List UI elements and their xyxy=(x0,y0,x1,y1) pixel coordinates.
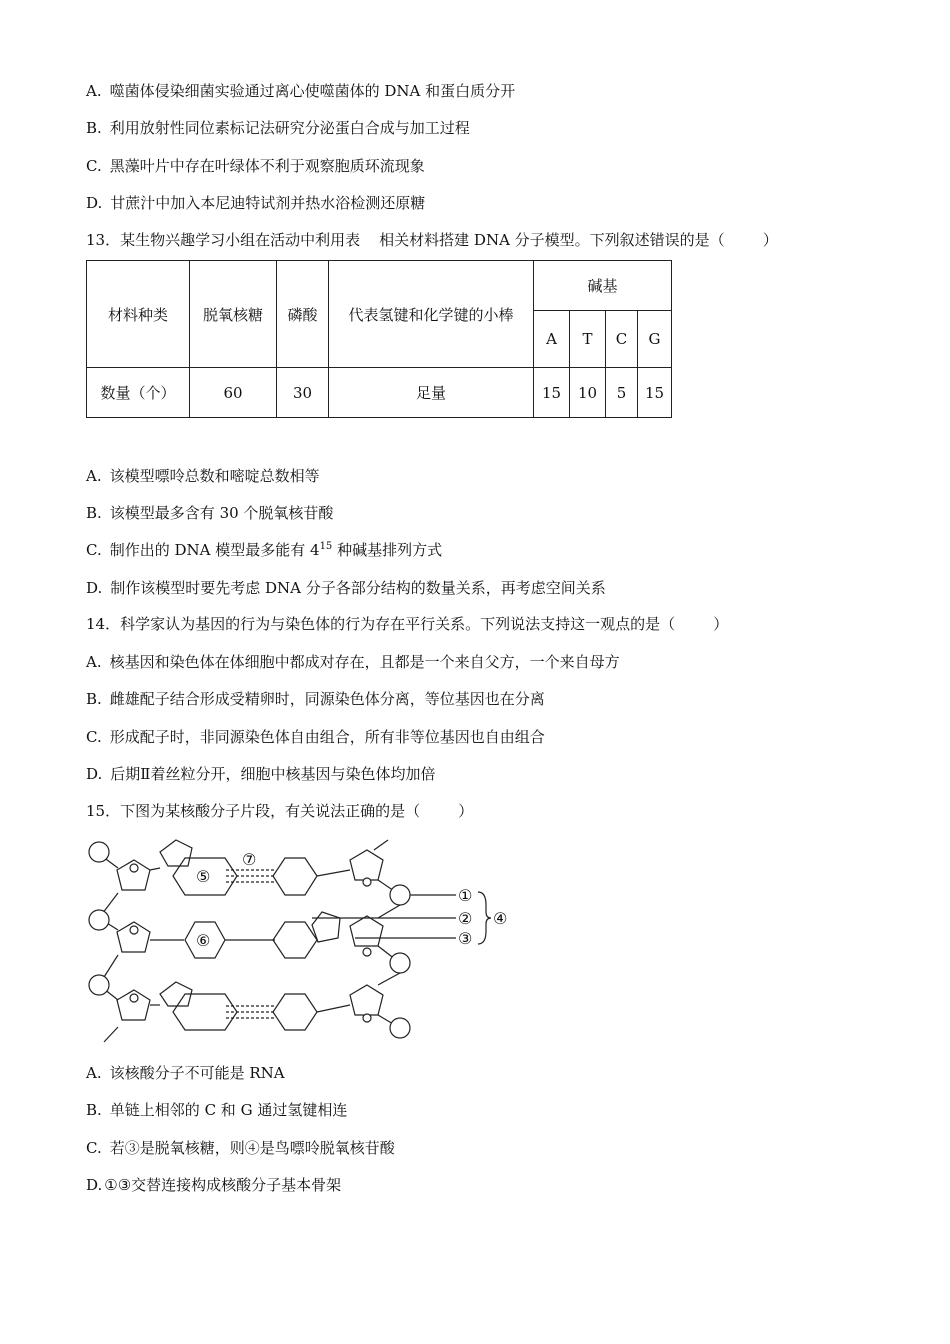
cell-deoxyribose: 60 xyxy=(190,368,277,418)
q13-stem: 13．某生物兴趣学习小组在活动中利用表 相关材料搭建 DNA 分子模型。下列叙述错误的是（ ） xyxy=(86,231,778,249)
cell-base-t: 10 xyxy=(570,368,606,418)
cell-base-g: 15 xyxy=(638,368,672,418)
q12-option-c: C. 黑藻叶片中存在叶绿体不利于观察胞质环流现象 xyxy=(86,157,425,175)
q13-option-a: A. 该模型嘌呤总数和嘧啶总数相等 xyxy=(86,467,320,485)
q13-option-c: C. 制作出的 DNA 模型最多能有 $4^{15}$ 种碱基排列方式 xyxy=(86,541,443,559)
header-bases: 碱基 xyxy=(534,261,672,311)
exponent: 15 xyxy=(319,541,333,552)
q14-stem: 14．科学家认为基因的行为与染色体的行为存在平行关系。下列说法支持这一观点的是（ ） xyxy=(86,615,729,633)
q13-option-d: D. 制作该模型时要先考虑 DNA 分子各部分结构的数量关系，再考虑空间关系 xyxy=(86,579,606,597)
cell-phosphate: 30 xyxy=(277,368,329,418)
materials-table xyxy=(86,260,672,418)
cell-sticks: 足量 xyxy=(329,368,534,418)
label-7: ⑦ xyxy=(242,850,257,869)
q15-option-a: A. 该核酸分子不可能是 RNA xyxy=(86,1064,285,1082)
q13-option-b: B. 该模型最多含有 30 个脱氧核苷酸 xyxy=(86,504,334,522)
q15-option-c: C. 若③是脱氧核糖，则④是鸟嘌呤脱氧核苷酸 xyxy=(86,1139,395,1157)
cell-base-a: 15 xyxy=(534,368,570,418)
header-deoxyribose: 脱氧核糖 xyxy=(190,261,277,368)
header-base-a: A xyxy=(534,311,570,368)
label-5: ⑤ xyxy=(196,867,211,886)
q15-option-b: B. 单链上相邻的 C 和 G 通过氢键相连 xyxy=(86,1101,348,1119)
q12-option-a: A. 噬菌体侵染细菌实验通过离心使噬菌体的 DNA 和蛋白质分开 xyxy=(86,82,516,100)
label-2: ② xyxy=(458,909,473,928)
label-6: ⑥ xyxy=(196,931,211,950)
label-4: ④ xyxy=(493,909,508,928)
header-sticks: 代表氢键和化学键的小棒 xyxy=(329,261,534,368)
q15-option-d: D. ①③交替连接构成核酸分子基本骨架 xyxy=(86,1176,342,1194)
header-base-c: C xyxy=(606,311,638,368)
label-1: ① xyxy=(458,886,473,905)
q14-option-b: B. 雌雄配子结合形成受精卵时，同源染色体分离，等位基因也在分离 xyxy=(86,690,545,708)
row-label: 数量（个） xyxy=(87,368,190,418)
cell-base-c: 5 xyxy=(606,368,638,418)
q14-option-c: C. 形成配子时，非同源染色体自由组合，所有非等位基因也自由组合 xyxy=(86,728,545,746)
header-base-t: T xyxy=(570,311,606,368)
q12-option-d: D. 甘蔗汁中加入本尼迪特试剂并热水浴检测还原糖 xyxy=(86,194,426,212)
header-base-g: G xyxy=(638,311,672,368)
header-material-type: 材料种类 xyxy=(87,261,190,368)
q15-stem: 15．下图为某核酸分子片段，有关说法正确的是（ ） xyxy=(86,802,474,820)
header-phosphate: 磷酸 xyxy=(277,261,329,368)
q14-option-a: A. 核基因和染色体在体细胞中都成对存在，且都是一个来自父方，一个来自母方 xyxy=(86,653,620,671)
q14-option-d: D. 后期Ⅱ着丝粒分开，细胞中核基因与染色体均加倍 xyxy=(86,765,436,783)
nucleic-acid-figure xyxy=(80,832,520,1047)
q12-option-b: B. 利用放射性同位素标记法研究分泌蛋白合成与加工过程 xyxy=(86,119,470,137)
label-3: ③ xyxy=(458,929,473,948)
